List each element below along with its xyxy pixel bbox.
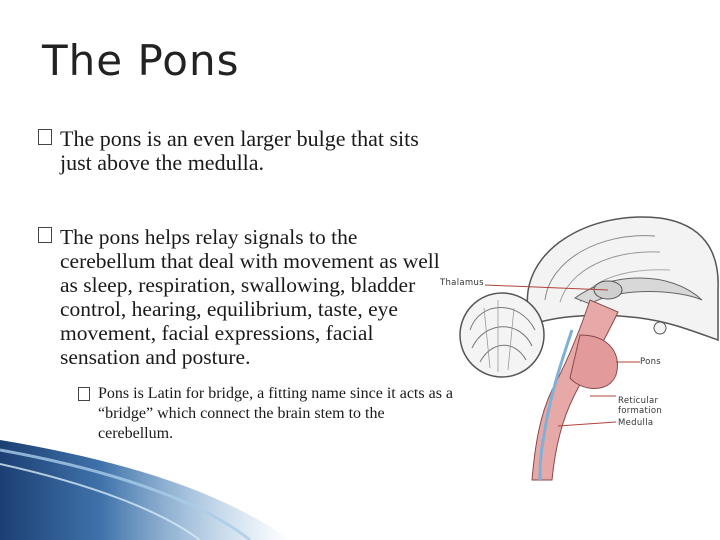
medulla-label: Medulla [618, 418, 654, 428]
cerebrum-outline [527, 217, 718, 340]
thalamus-label: Thalamus [440, 278, 484, 288]
slide-title: The Pons [42, 36, 240, 85]
bullet-square-icon [78, 387, 90, 401]
medulla-leader [558, 422, 616, 426]
bullet-square-icon [38, 227, 52, 243]
bullet-square-icon [38, 129, 52, 145]
bullet-text: The pons helps relay signals to the cerebellum that deal with movement as well as sleep, respiration, swallowing, bladder control, hearing, equilibrium, taste, eye movement, facial expressions, facial sensation and posture. [60, 225, 440, 369]
pons-label: Pons [640, 357, 662, 367]
cerebellum-shape [460, 293, 544, 377]
bullet-item [38, 127, 438, 175]
bullet-item [38, 225, 446, 369]
corner-swoosh-decoration [0, 440, 720, 540]
sub-bullet-item [78, 384, 458, 444]
pituitary-shape [654, 322, 666, 334]
bullet-text: The pons is an even larger bulge that sits just above the medulla. [60, 126, 419, 175]
reticular-formation-label: Reticular formation [618, 396, 663, 416]
sub-bullet-text: Pons is Latin for bridge, a fitting name since it acts as a “bridge” which connect the brain stem to the cerebellum. [98, 385, 454, 442]
